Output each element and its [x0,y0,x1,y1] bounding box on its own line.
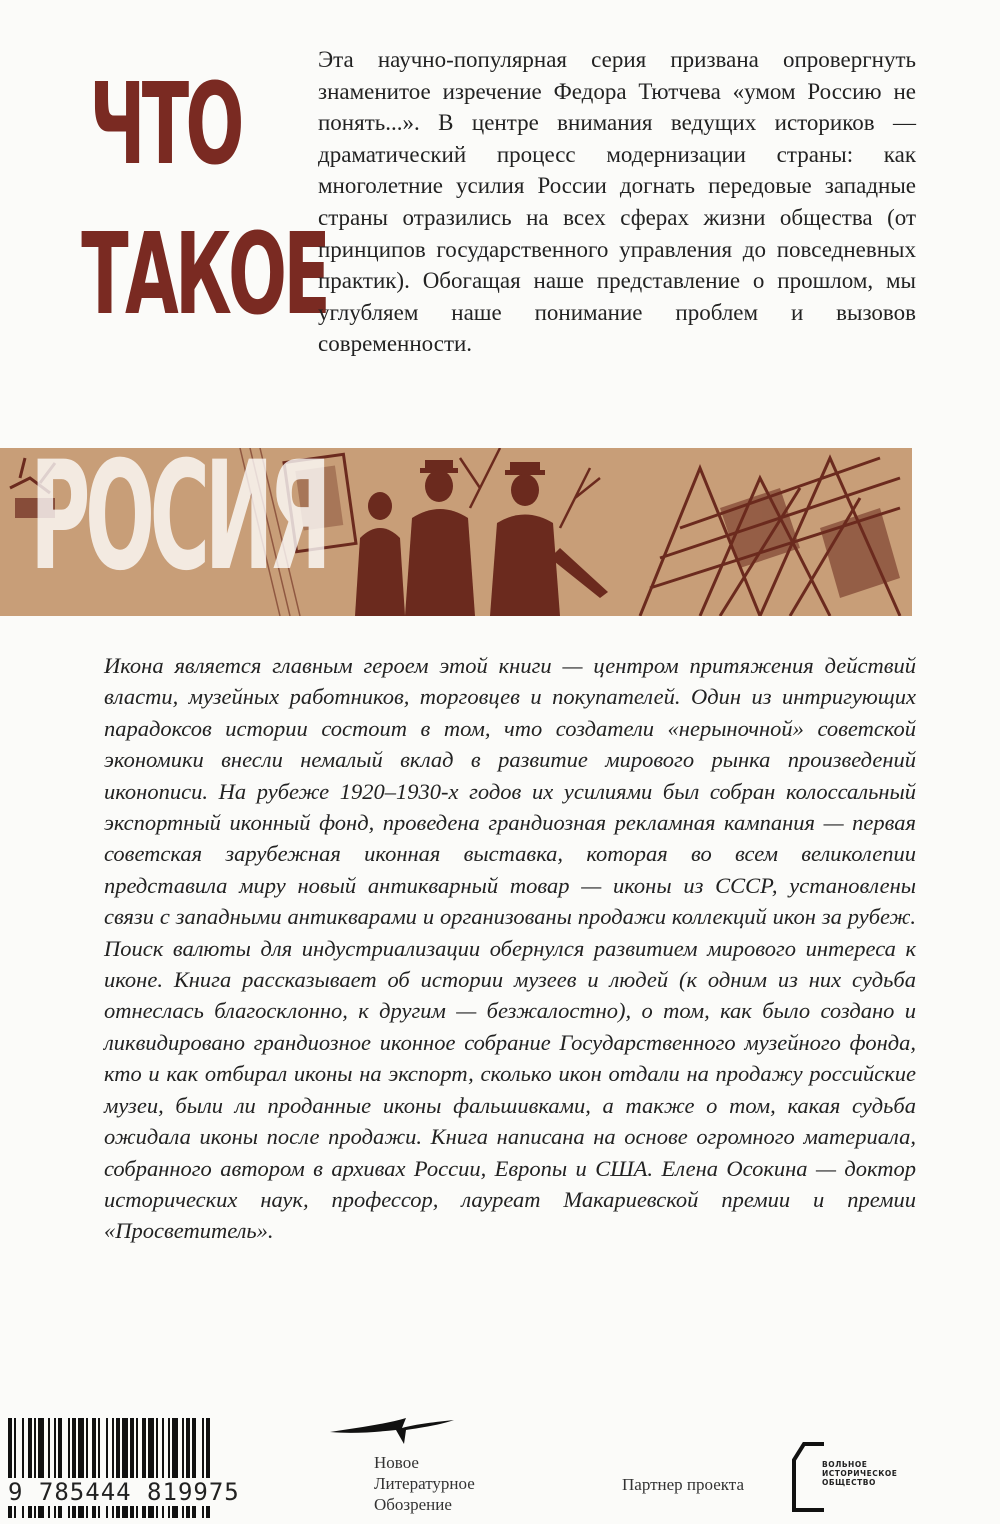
barcode [0,1418,300,1524]
illustration-banner [0,448,912,616]
partner-logo [790,1440,920,1514]
partner-org-line-1: ВОЛЬНОЕ [822,1460,868,1469]
book-description: Икона является главным героем этой книги — центром притяжения действий власти, музейных работников, торговцев и покупателей. Один из интригующих парадоксов истории состоит в том, что создатели «нерыночной» советской экономики внесли немалый вклад в развитие мирового рынка произведений иконописи. На рубеже 1920–1930-х годов их усилиями был собран колоссальный экспортный иконный фонд, проведена грандиозная рекламная кампания — первая советская зарубежная иконная выставка, которая во всем великолепии представила миру новый антикварный товар — иконы из СССР, установлены связи с западными антикварами и организованы продажи коллекций икон за рубеж. Поиск валюты для индустриализации обернулся развитием мирового интереса к иконе. Книга рассказывает об истории музеев и людей (к одним из них судьба отнеслась благосклонно, к другим — безжалостно), о том, как было создано и ликвидировано грандиозное иконное собрание Государственного музейного фонда, кто и как отбирал иконы на экспорт, сколько икон отдали на продажу российские музеи, были ли проданные иконы фальшивками, а также о том, какая судьба ожидала иконы после продажи. Книга написана на основе огромного материала, собранного автором в архивах России, Европы и США. Елена Осокина — доктор исторических наук, профессор, лауреат Макариевской премии и премии «Просветитель». [104,653,916,1244]
intro-paragraph: Эта научно-популярная серия призвана опровергнуть знаменитое изречение Федора Тютчева «умом Россию не понять...». В центре внимания ведущих историков — драматический процесс модернизации страны: как многолетние усилия России догнать передовые западные страны отразились на всех сферах жизни общества (от принципов государственного управления до повседневных практик). Обогащая наше представление о прошлом, мы углубляем наше понимание проблем и вызовов современности. [318,47,916,357]
publisher-name-line-2: Литературное [374,1474,475,1493]
partner-org-name [822,1460,897,1487]
barcode-number: 9 785444 819975 [8,1478,240,1506]
partner-org-line-3: ОБЩЕСТВО [822,1478,876,1487]
publisher-logo-icon [326,1410,456,1450]
series-title-line-1: ЧТО [89,60,241,190]
series-title-line-3: РОСИЯ [30,448,327,604]
partner-org-line-2: ИСТОРИЧЕСКОЕ [822,1469,898,1478]
publisher-name-line-3: Обозрение [374,1495,452,1514]
publisher-name-line-1: Новое [374,1453,419,1472]
series-title [30,50,328,350]
partner-label: Партнер проекта [622,1475,744,1494]
series-title-line-2: ТАКОЕ [81,210,328,340]
publisher-name [374,1452,475,1515]
